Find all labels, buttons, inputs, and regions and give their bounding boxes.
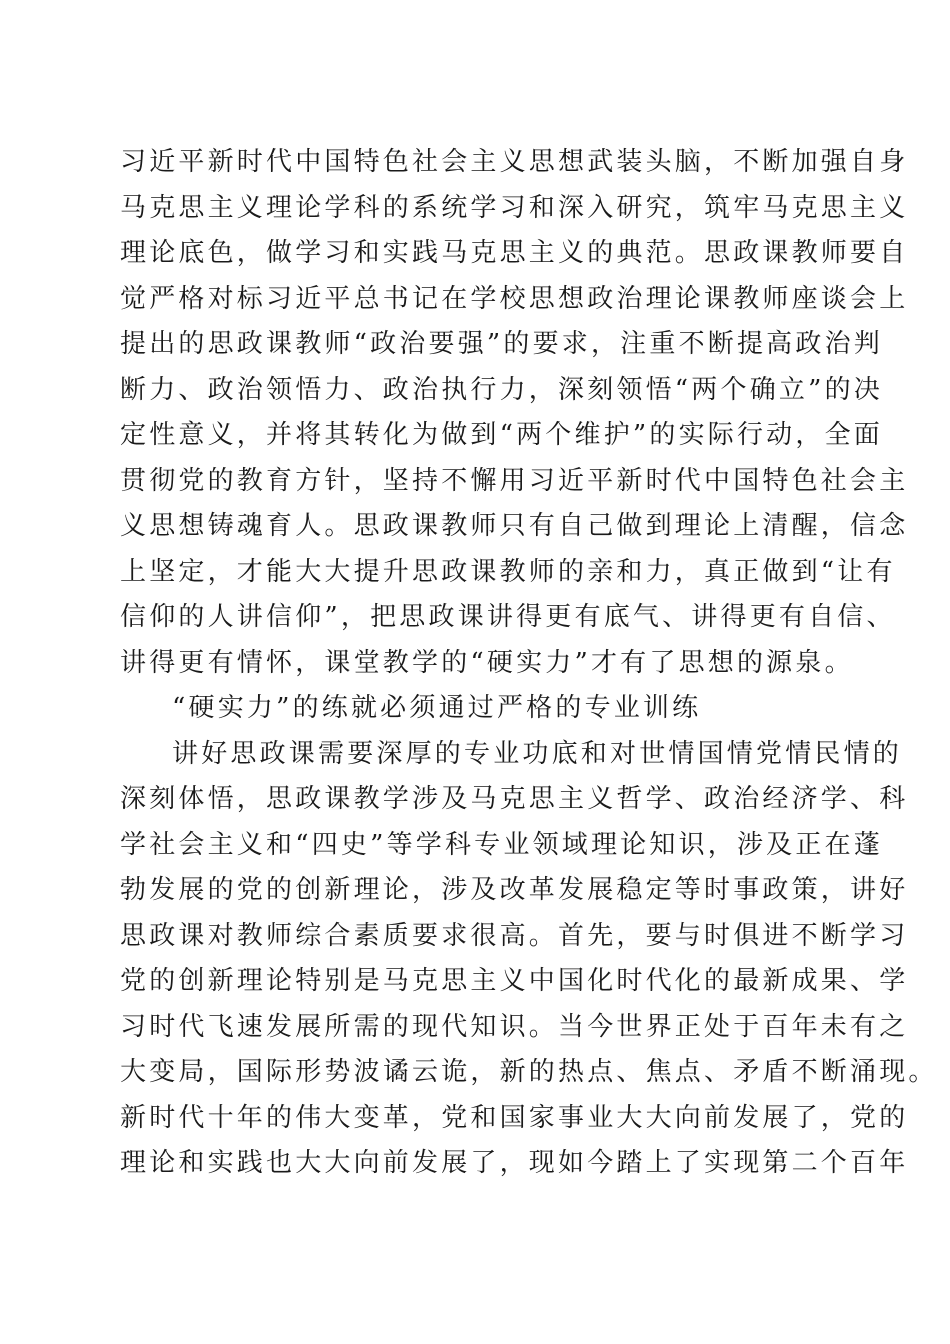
paragraph-1-line: 觉严格对标习近平总书记在学校思想政治理论课教师座谈会上	[120, 283, 909, 314]
document-body	[120, 140, 938, 1187]
section-heading: “硬实力”的练就必须通过严格的专业训练	[172, 693, 702, 723]
paragraph-1-line: 定性意义，并将其转化为做到“两个维护”的实际行动，全面	[120, 420, 883, 450]
paragraph-1-line: 理论底色，做学习和实践马克思主义的典范。思政课教师要自	[120, 238, 909, 268]
paragraph-1-line: 贯彻党的教育方针，坚持不懈用习近平新时代中国特色社会主	[120, 465, 909, 496]
paragraph-2-line: 讲好思政课需要深厚的专业功底和对世情国情党情民情的	[172, 738, 903, 769]
paragraph-2-line: 党的创新理论特别是马克思主义中国化时代化的最新成果、学	[120, 966, 909, 996]
paragraph-2-line: 思政课对教师综合素质要求很高。首先，要与时俱进不断学习	[120, 920, 909, 951]
paragraph-2-line: 新时代十年的伟大变革，党和国家事业大大向前发展了，党的	[120, 1102, 909, 1133]
paragraph-1-line: 上坚定，才能大大提升思政课教师的亲和力，真正做到“让有	[120, 556, 896, 587]
paragraph-1-line: 提出的思政课教师“政治要强”的要求，注重不断提高政治判	[120, 329, 883, 359]
paragraph-2-line: 理论和实践也大大向前发展了，现如今踏上了实现第二个百年	[120, 1148, 909, 1178]
paragraph-2-line: 勃发展的党的创新理论，涉及改革发展稳定等时事政策，讲好	[120, 875, 909, 905]
paragraph-2-line: 大变局，国际形势波谲云诡，新的热点、焦点、矛盾不断涌现。	[120, 1057, 938, 1087]
paragraph-1-line: 断力、政治领悟力、政治执行力，深刻领悟“两个确立”的决	[120, 374, 883, 405]
paragraph-1-line: 习近平新时代中国特色社会主义思想武装头脑，不断加强自身	[120, 147, 909, 177]
paragraph-2-line: 深刻体悟，思政课教学涉及马克思主义哲学、政治经济学、科	[120, 784, 909, 814]
paragraph-1-line: 义思想铸魂育人。思政课教师只有自己做到理论上清醒，信念	[120, 511, 909, 541]
paragraph-1-line: 信仰的人讲信仰”，把思政课讲得更有底气、讲得更有自信、	[120, 602, 896, 632]
paragraph-2-line: 习时代飞速发展所需的现代知识。当今世界正处于百年未有之	[120, 1011, 909, 1042]
paragraph-2-line: 学社会主义和“四史”等学科专业领域理论知识，涉及正在蓬	[120, 829, 883, 860]
paragraph-1-line: 马克思主义理论学科的系统学习和深入研究，筑牢马克思主义	[120, 192, 909, 223]
paragraph-1-line: 讲得更有情怀，课堂教学的“硬实力”才有了思想的源泉。	[120, 647, 854, 678]
